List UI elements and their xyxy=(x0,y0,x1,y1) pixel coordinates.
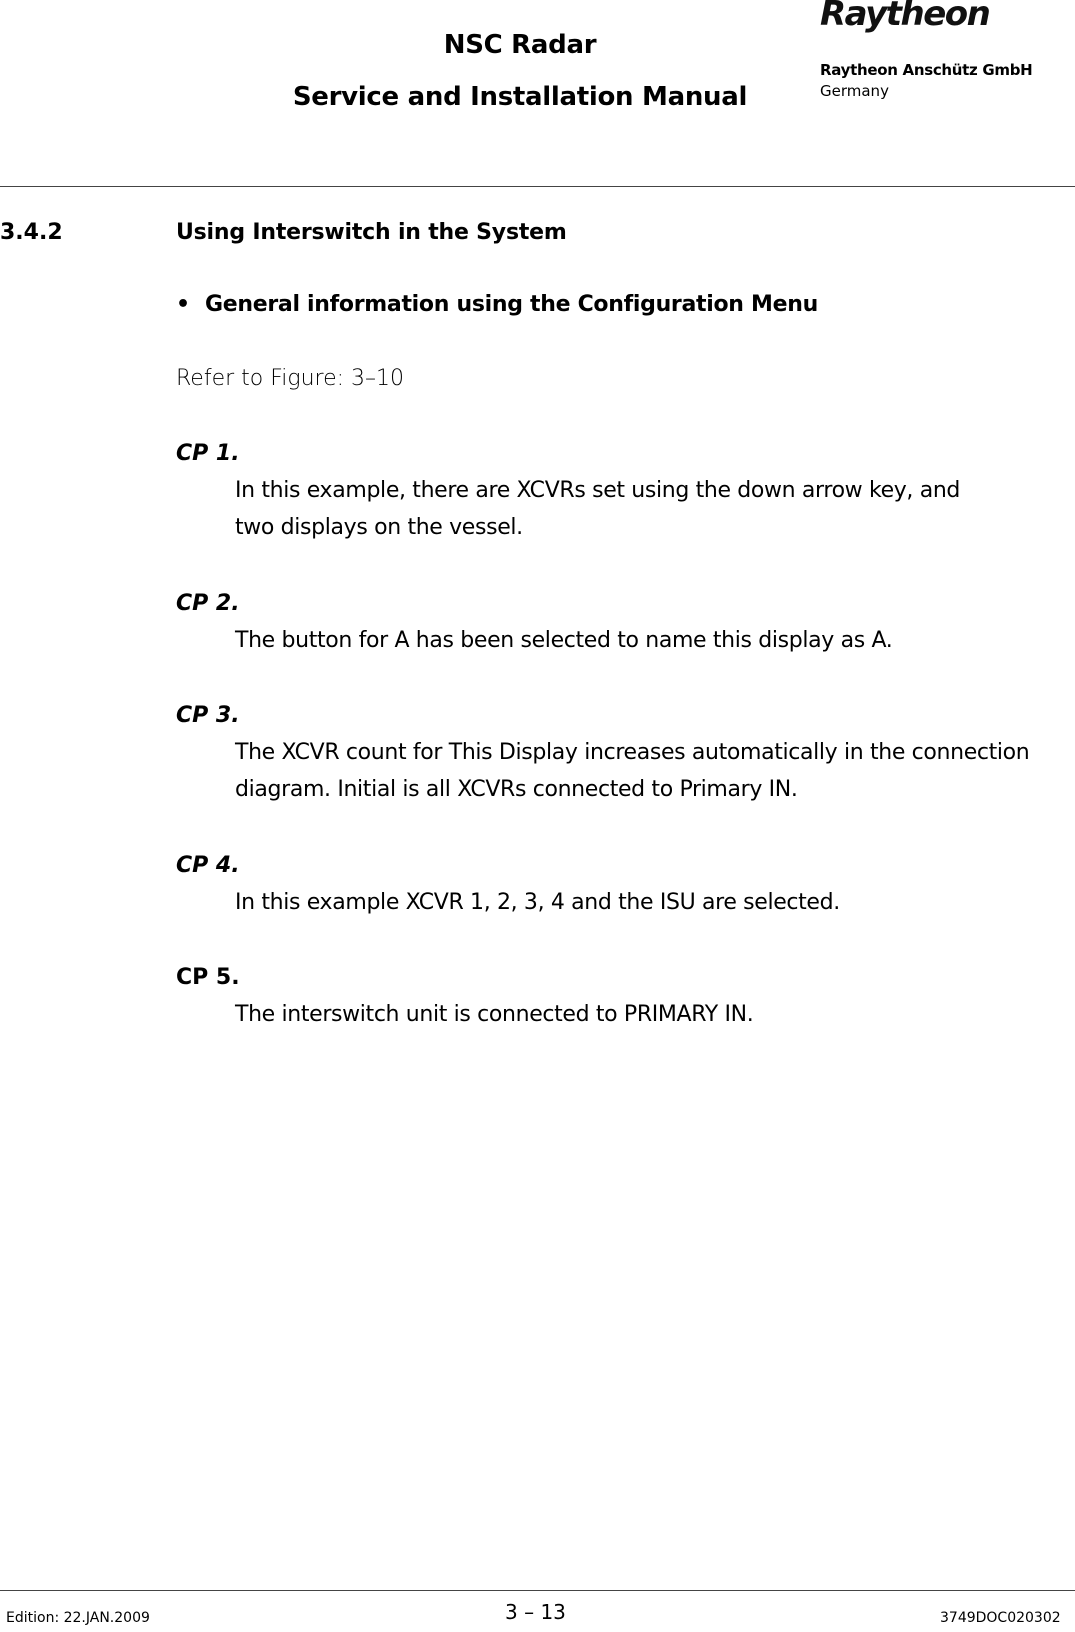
cp-text-line: The button for A has been selected to name this display as A. xyxy=(235,628,893,653)
header-divider xyxy=(0,186,1075,187)
cp-text-line: In this example, there are XCVRs set using the down arrow key, and xyxy=(235,478,961,503)
cp-text-line: The XCVR count for This Display increases automatically in the connection xyxy=(235,740,1030,765)
cp-label: CP 5. xyxy=(176,965,240,990)
company-country: Germany xyxy=(820,82,889,100)
section-title: Using Interswitch in the System xyxy=(176,220,567,245)
section-number: 3.4.2 xyxy=(0,220,63,245)
cp-text-line: diagram. Initial is all XCVRs connected to Primary IN. xyxy=(235,777,798,802)
cp-text-line: In this example XCVR 1, 2, 3, 4 and the ISU are selected. xyxy=(235,890,840,915)
bullet-heading: General information using the Configuration Menu xyxy=(205,292,818,317)
raytheon-logo: Raytheon xyxy=(820,0,990,34)
bullet-icon: • xyxy=(176,292,191,317)
company-name: Raytheon Anschütz GmbH xyxy=(820,61,1033,79)
cp-text-line: two displays on the vessel. xyxy=(235,515,523,540)
document-title: NSC Radar xyxy=(443,30,597,60)
cp-label: CP 4. xyxy=(176,853,240,878)
cp-label: CP 1. xyxy=(176,441,240,466)
cp-text-line: The interswitch unit is connected to PRIMARY IN. xyxy=(235,1002,754,1027)
figure-reference: Refer to Figure: 3–10 xyxy=(176,366,405,391)
document-id: 3749DOC020302 xyxy=(940,1610,1061,1626)
edition-date: Edition: 22.JAN.2009 xyxy=(6,1610,150,1626)
footer-divider xyxy=(0,1590,1075,1591)
page-number: 3 – 13 xyxy=(505,1600,566,1624)
document-subtitle: Service and Installation Manual xyxy=(292,82,748,112)
cp-label: CP 3. xyxy=(176,703,240,728)
cp-label: CP 2. xyxy=(176,591,240,616)
